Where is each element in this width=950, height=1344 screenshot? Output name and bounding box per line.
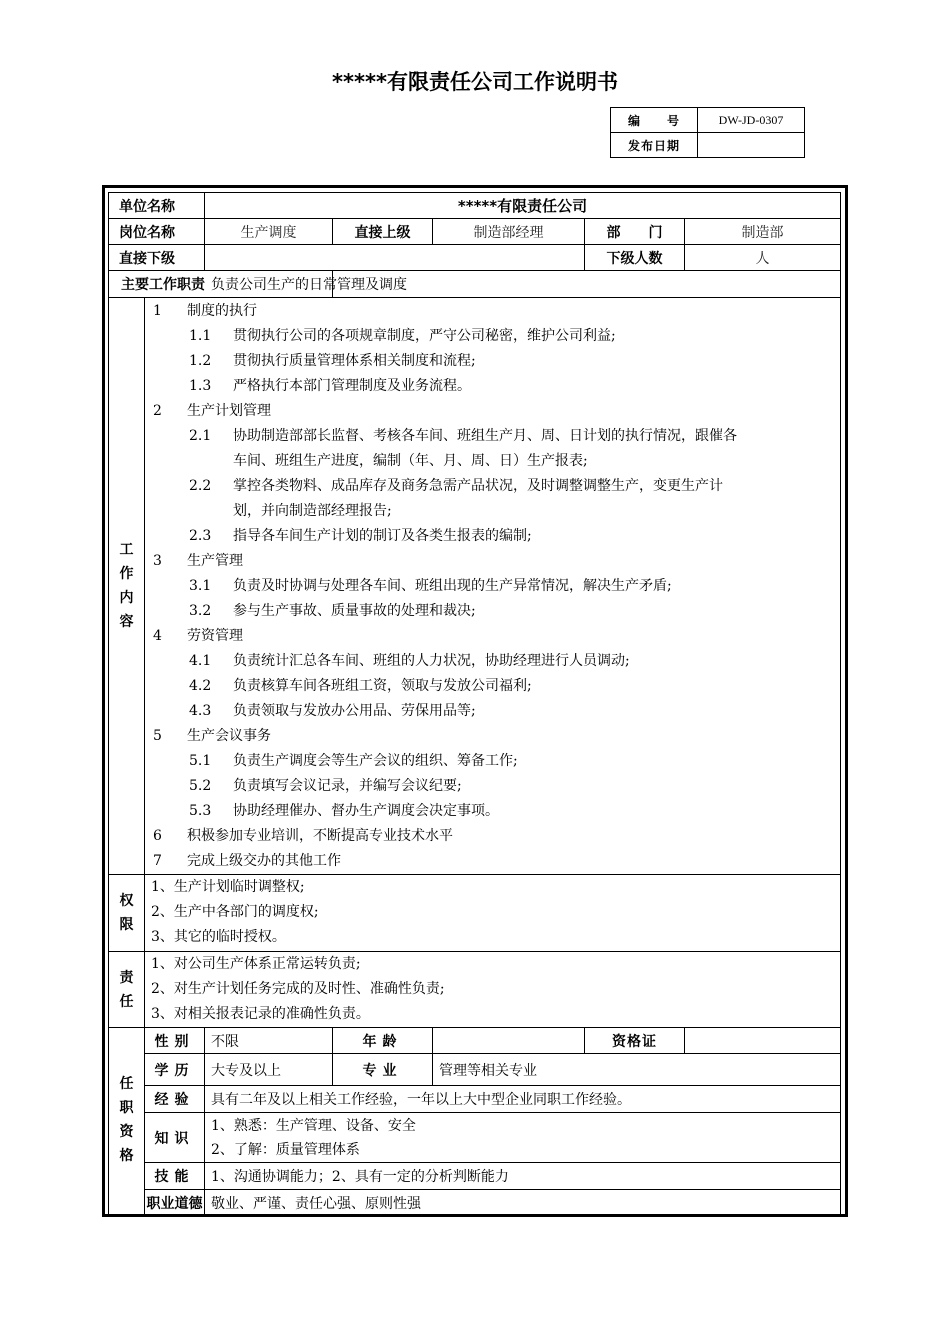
work-item <box>153 374 836 399</box>
work-item-number: 5.2 <box>189 778 212 794</box>
cert-label: 资格证 <box>585 1028 685 1054</box>
cert-value <box>685 1028 841 1054</box>
work-item-text: 生产会议事务 <box>187 728 271 744</box>
work-item-text: 生产计划管理 <box>187 403 271 419</box>
list-item: 3、对相关报表记录的准确性负责。 <box>151 1006 370 1022</box>
work-item-number: 7 <box>153 853 162 869</box>
work-item <box>153 724 836 749</box>
education-label: 学历 <box>145 1054 205 1086</box>
work-item-number: 2.1 <box>189 428 212 444</box>
work-item-text: 完成上级交办的其他工作 <box>187 853 341 869</box>
work-item-list <box>153 299 836 874</box>
work-item-number: 4.3 <box>189 703 212 719</box>
list-item: 2、了解：质量管理体系 <box>211 1141 360 1158</box>
work-item-number: 4.2 <box>189 678 212 694</box>
age-label: 年龄 <box>333 1028 433 1054</box>
work-item <box>153 824 836 849</box>
date-value <box>698 133 805 158</box>
work-item-number: 1.3 <box>189 378 212 394</box>
superior-label: 直接上级 <box>333 219 433 245</box>
work-item-text: 负责填写会议记录，并编写会议纪要; <box>233 778 462 794</box>
work-item-number: 3 <box>153 553 162 569</box>
qualification-label: 任 职 资 格 <box>109 1028 145 1216</box>
work-item <box>153 574 836 599</box>
responsibility-list <box>145 952 841 1028</box>
work-item <box>153 849 836 874</box>
work-item-continuation: 划，并向制造部经理报告; <box>233 503 392 519</box>
post-label: 岗位名称 <box>109 219 205 245</box>
work-content-label: 工 作 内 容 <box>109 298 145 875</box>
work-item <box>153 699 836 724</box>
work-item-text: 掌控各类物料、成品库存及商务急需产品状况，及时调整调整生产，变更生产计 <box>233 478 723 494</box>
ethic-label: 职业道德 <box>145 1190 205 1216</box>
sub-count-label: 下级人数 <box>585 245 685 271</box>
work-item-text: 严格执行本部门管理制度及业务流程。 <box>233 378 471 394</box>
work-item-number: 4.1 <box>189 653 212 669</box>
superior-value: 制造部经理 <box>433 219 585 245</box>
work-item-text: 负责核算车间各班组工资，领取与发放公司福利; <box>233 678 532 694</box>
duty-label: 主要工作职责 <box>109 271 333 298</box>
work-item <box>153 324 836 349</box>
experience-value: 具有二年及以上相关工作经验，一年以上大中型企业同职工作经验。 <box>205 1086 841 1113</box>
dept-value: 制造部 <box>685 219 841 245</box>
work-item-text: 协助经理催办、督办生产调度会决定事项。 <box>233 803 499 819</box>
work-item-number: 1.2 <box>189 353 212 369</box>
list-item: 2、对生产计划任务完成的及时性、准确性负责; <box>151 981 445 997</box>
work-item-text: 劳资管理 <box>187 628 243 644</box>
duty-value: 负责公司生产的日常管理及调度 <box>205 271 713 298</box>
work-item-number: 2 <box>153 403 162 419</box>
major-label: 专业 <box>333 1054 433 1086</box>
dept-label: 部 门 <box>585 219 685 245</box>
work-item <box>153 674 836 699</box>
work-item <box>153 299 836 324</box>
age-value <box>433 1028 585 1054</box>
work-item-text: 指导各车间生产计划的制订及各类生报表的编制; <box>233 528 532 544</box>
work-item-number: 5 <box>153 728 162 744</box>
work-item <box>153 549 836 574</box>
date-label: 发布日期 <box>611 133 698 158</box>
knowledge-label: 知识 <box>145 1113 205 1163</box>
list-item: 2、生产中各部门的调度权; <box>151 904 319 920</box>
work-item-number: 1.1 <box>189 328 212 344</box>
work-item-text: 制度的执行 <box>187 303 257 319</box>
list-item: 1、熟悉：生产管理、设备、安全 <box>211 1117 416 1134</box>
work-item-text: 负责及时协调与处理各车间、班组出现的生产异常情况，解决生产矛盾; <box>233 578 672 594</box>
list-item: 1、对公司生产体系正常运转负责; <box>151 956 361 972</box>
authority-list <box>145 875 841 952</box>
code-value: DW-JD-0307 <box>698 108 805 133</box>
work-content <box>145 298 841 875</box>
sub-value <box>205 245 585 271</box>
work-item-text: 生产管理 <box>187 553 243 569</box>
sub-label: 直接下级 <box>109 245 205 271</box>
knowledge-value <box>205 1113 841 1163</box>
work-item-text: 协助制造部部长监督、考核各车间、班组生产月、周、日计划的执行情况，跟催各 <box>233 428 737 444</box>
work-item <box>153 474 836 499</box>
code-label: 编 号 <box>611 108 698 133</box>
list-item: 3、其它的临时授权。 <box>151 929 286 945</box>
work-item <box>153 524 836 549</box>
work-item <box>153 749 836 774</box>
work-item-number: 3.1 <box>189 578 212 594</box>
job-description-table <box>108 192 841 1216</box>
work-item-number: 4 <box>153 628 162 644</box>
authority-label: 权 限 <box>109 875 145 952</box>
work-item-continuation: 车间、班组生产进度，编制（年、月、周、日）生产报表; <box>233 453 588 469</box>
work-item-number: 5.1 <box>189 753 212 769</box>
work-item <box>153 649 836 674</box>
work-item <box>153 424 836 449</box>
work-item-number: 6 <box>153 828 162 844</box>
work-item <box>153 599 836 624</box>
work-item-text: 负责统计汇总各车间、班组的人力状况，协助经理进行人员调动; <box>233 653 630 669</box>
education-value: 大专及以上 <box>205 1054 333 1086</box>
work-item-text: 贯彻执行质量管理体系相关制度和流程; <box>233 353 476 369</box>
work-item-number: 5.3 <box>189 803 212 819</box>
major-value: 管理等相关专业 <box>433 1054 841 1086</box>
work-item-number: 3.2 <box>189 603 212 619</box>
work-item-number: 2.3 <box>189 528 212 544</box>
skill-value: 1、沟通协调能力；2、具有一定的分析判断能力 <box>205 1163 841 1190</box>
work-item <box>153 774 836 799</box>
work-item <box>153 399 836 424</box>
list-item: 1、生产计划临时调整权; <box>151 879 305 895</box>
work-item-text: 负责生产调度会等生产会议的组织、筹备工作; <box>233 753 518 769</box>
work-item-number: 2.2 <box>189 478 212 494</box>
work-item-number: 1 <box>153 303 162 319</box>
work-item-text: 贯彻执行公司的各项规章制度，严守公司秘密，维护公司利益; <box>233 328 616 344</box>
post-value: 生产调度 <box>205 219 333 245</box>
gender-label: 性别 <box>145 1028 205 1054</box>
sub-count-value: 人 <box>685 245 841 271</box>
work-item <box>153 349 836 374</box>
work-item <box>153 624 836 649</box>
gender-value: 不限 <box>205 1028 333 1054</box>
ethic-value: 敬业、严谨、责任心强、原则性强 <box>205 1190 841 1216</box>
work-item-text: 积极参加专业培训，不断提高专业技术水平 <box>187 828 453 844</box>
work-item-text: 负责领取与发放办公用品、劳保用品等; <box>233 703 476 719</box>
unit-value: *****有限责任公司 <box>205 193 841 219</box>
work-item <box>153 799 836 824</box>
document-title: *****有限责任公司工作说明书 <box>332 70 618 94</box>
skill-label: 技能 <box>145 1163 205 1190</box>
experience-label: 经验 <box>145 1086 205 1113</box>
meta-table <box>610 107 805 158</box>
unit-label: 单位名称 <box>109 193 205 219</box>
work-item-text: 参与生产事故、质量事故的处理和裁决; <box>233 603 476 619</box>
responsibility-label: 责 任 <box>109 952 145 1028</box>
